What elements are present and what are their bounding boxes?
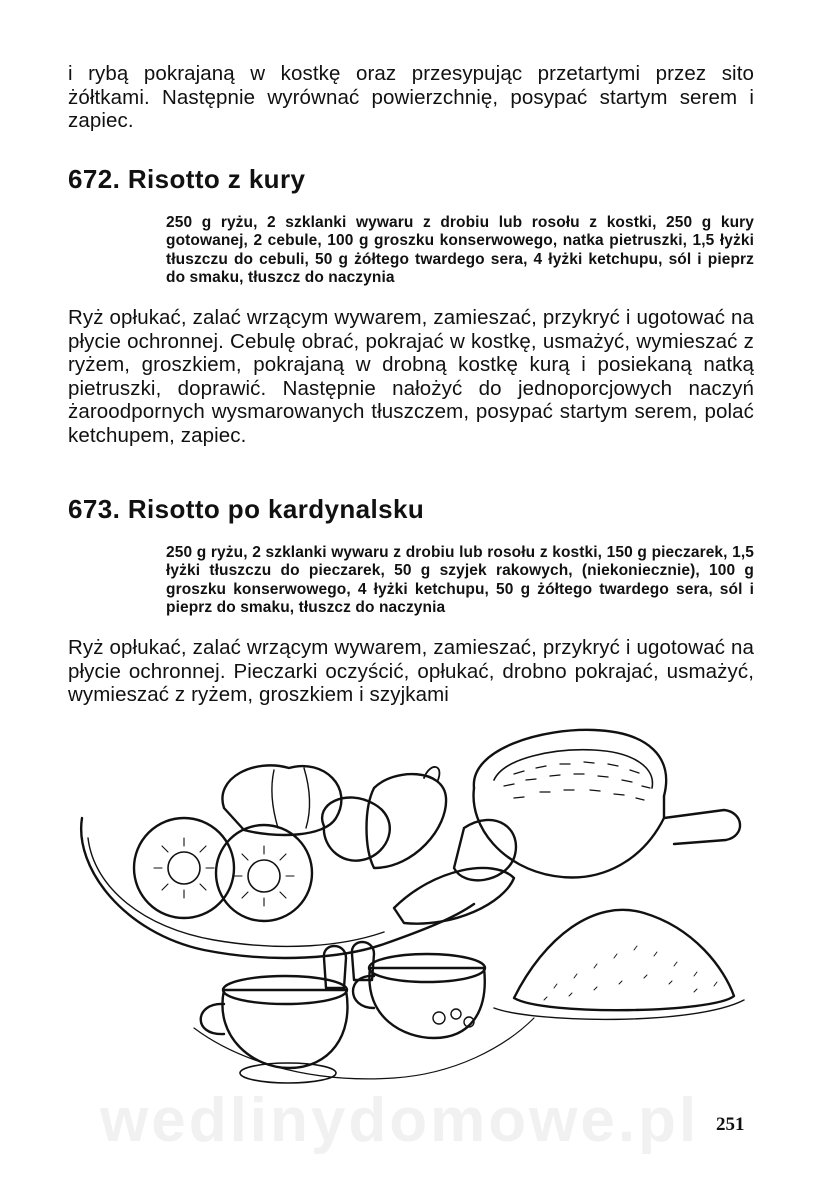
risotto-dishes-illustration <box>74 718 764 1090</box>
recipe-672-ingredients: 250 g ryżu, 2 szklanki wywaru z drobiu lub rosołu z kostki, 250 g kury gotowanej, 2 cebule, 100 g groszku konserwowego, natka pietruszki, 1,5 łyżki tłuszczu do cebuli, 50 g żółtego twardego sera, 4 łyżki ketchupu, sól i pieprz do smaku, tłuszcz do naczynia <box>166 214 754 286</box>
intro-paragraph: i rybą pokrajaną w kostkę oraz przesypując przetartymi przez sito żółtkami. Następnie wyrównać powierzchnię, posypać startym serem i zapiec. <box>68 62 754 132</box>
watermark: wedlinydomowe.pl <box>100 1086 700 1155</box>
recipe-672-title: 672. Risotto z kury <box>68 164 306 194</box>
recipe-673-ingredients: 250 g ryżu, 2 szklanki wywaru z drobiu lub rosołu z kostki, 150 g pieczarek, 1,5 łyżki tłuszczu do pieczarek, 50 g szyjek rakowych, (niekoniecznie), 100 g groszku konserwowego, 4 łyżki ketchupu, 50 g żółtego twardego sera, sól i pieprz do smaku, tłuszcz do naczynia <box>166 544 754 616</box>
page-number: 251 <box>716 1114 745 1135</box>
recipe-673-instructions: Ryż opłukać, zalać wrzącym wywarem, zamieszać, przykryć i ugotować na płycie ochronnej. Pieczarki oczyścić, opłukać, drobno pokrajać, usmażyć, wymieszać z ryżem, groszkiem i szyjkami <box>68 636 754 706</box>
recipe-672-instructions: Ryż opłukać, zalać wrzącym wywarem, zamieszać, przykryć i ugotować na płycie ochronnej. Cebulę obrać, pokrajać w kostkę, usmażyć, wymieszać z ryżem, groszkiem, pokrajaną w drobną kostkę kurą i posiekaną natką pietruszki, doprawić. Następnie nałożyć do jednoporcjowych naczyń żaroodpornych wysmarowanych tłuszczem, posypać startym serem, polać ketchupem, zapiec. <box>68 306 754 447</box>
recipe-673-title: 673. Risotto po kardynalsku <box>68 494 425 524</box>
